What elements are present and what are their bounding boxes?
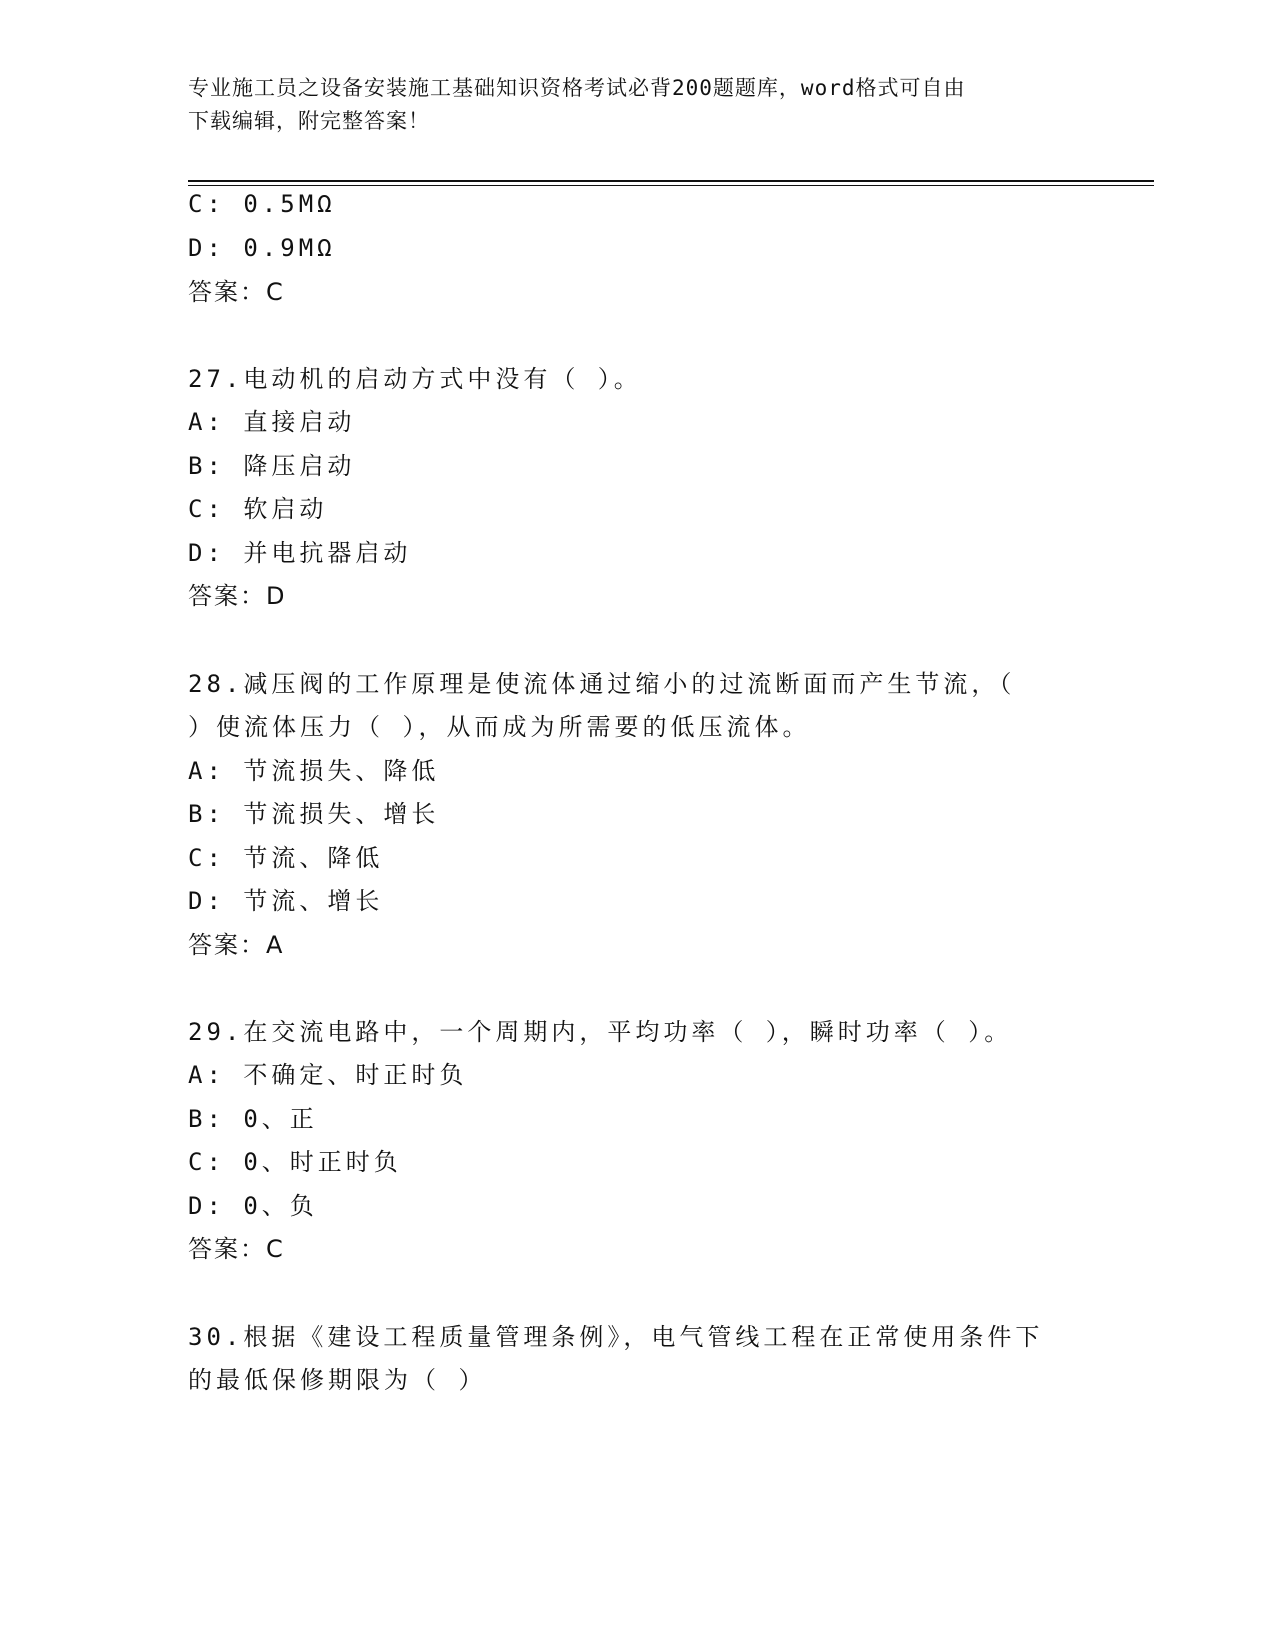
q26-option-d: D: 0.9MΩ	[188, 234, 336, 262]
page-header	[188, 72, 1068, 138]
q27-option-d: D: 并电抗器启动	[188, 539, 412, 567]
q29-answer: 答案：C	[188, 1235, 285, 1263]
q30-stem-line2: 的最低保修期限为（ ）	[188, 1366, 487, 1394]
q28-option-b: B: 节流损失、增长	[188, 800, 440, 828]
q27-stem: 27.电动机的启动方式中没有（ ）。	[188, 365, 642, 393]
q29-option-c: C: 0、时正时负	[188, 1148, 402, 1176]
q28-stem-line2: ）使流体压力（ ），从而成为所需要的低压流体。	[188, 713, 811, 741]
q27-option-a: A: 直接启动	[188, 408, 356, 436]
q26-answer: 答案：C	[188, 278, 285, 306]
q28-option-a: A: 节流损失、降低	[188, 757, 440, 785]
header-divider-thin	[188, 185, 1154, 186]
q29-option-d: D: 0、负	[188, 1192, 318, 1220]
q29-option-b: B: 0、正	[188, 1105, 318, 1133]
q26-option-c: C: 0.5MΩ	[188, 190, 336, 218]
q27-option-b: B: 降压启动	[188, 452, 356, 480]
q28-option-c: C: 节流、降低	[188, 844, 384, 872]
q28-answer: 答案：A	[188, 931, 285, 959]
q29-option-a: A: 不确定、时正时负	[188, 1061, 468, 1089]
q29-stem: 29.在交流电路中，一个周期内，平均功率（ ），瞬时功率（ ）。	[188, 1018, 1013, 1046]
q27-option-c: C: 软启动	[188, 495, 328, 523]
q28-stem-line1: 28.减压阀的工作原理是使流体通过缩小的过流断面而产生节流，（	[188, 670, 1016, 698]
header-title-line2: 下载编辑，附完整答案！	[188, 109, 430, 133]
header-divider-thick	[188, 180, 1154, 182]
q30-stem-line1: 30.根据《建设工程质量管理条例》，电气管线工程在正常使用条件下	[188, 1323, 1044, 1351]
q27-answer: 答案：D	[188, 582, 287, 610]
header-title-line1: 专业施工员之设备安装施工基础知识资格考试必背200题题库，word格式可自由	[188, 76, 966, 100]
q28-option-d: D: 节流、增长	[188, 887, 384, 915]
